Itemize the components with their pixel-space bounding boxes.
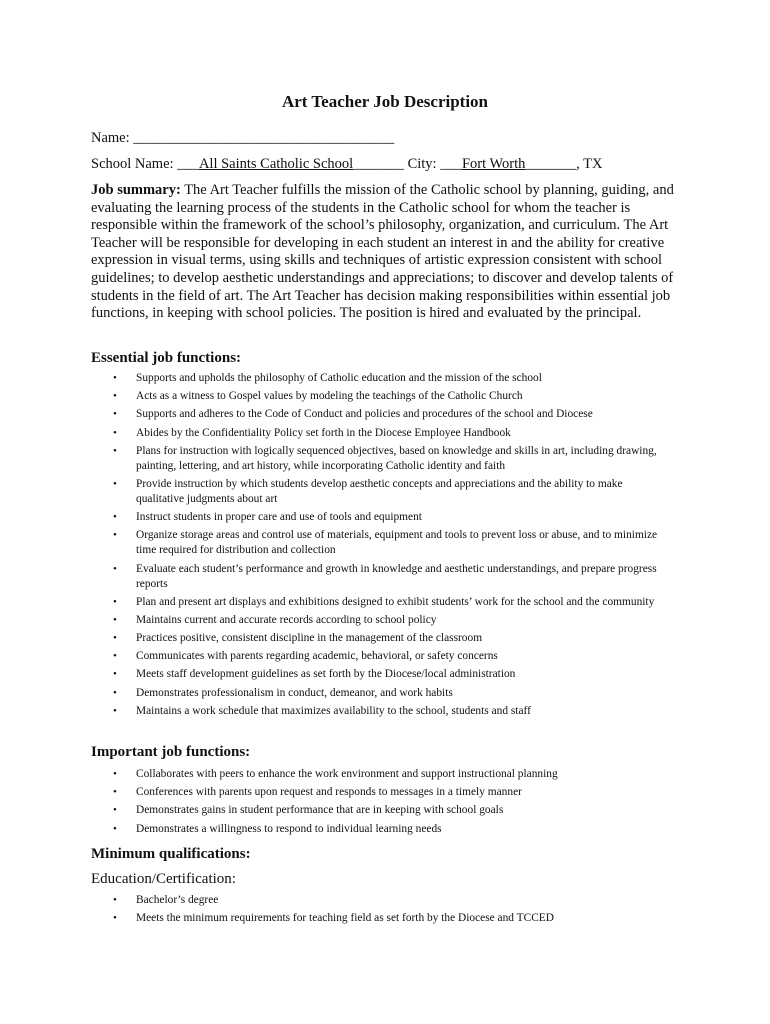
school-label: School Name: <box>91 156 174 172</box>
summary-text: The Art Teacher fulfills the mission of the Catholic school by planning, guiding, and evaluating the learning process of the students in the Catholic school for whom the teacher is responsible within the framework of the school’s philosophy, organization, and curriculum. The Art Teacher will be responsible for developing in each student an interest in and the ability for creative expression in visual terms, using skills and techniques of artistic expression consistent with school guidelines; to develop aesthetic understandings and appreciations; to discover and develop talents of students in the field of art. The Art Teacher has decision making responsibilities within essential job functions, in keeping with school policies. The position is hired and evaluated by the principal. <box>91 182 674 322</box>
list-item: • Collaborates with peers to enhance the work environment and support instructional planning <box>91 767 671 782</box>
essential-list <box>91 371 671 722</box>
list-item: • Practices positive, consistent discipline in the management of the classroom <box>91 631 671 646</box>
list-item: • Plans for instruction with logically sequenced objectives, based on knowledge and skills in art, including drawing, painting, lettering, and art history, while incorporating Catholic identity and faith <box>91 444 671 474</box>
list-item: • Evaluate each student’s performance and growth in knowledge and aesthetic understandings, and prepare progress reports <box>91 562 671 592</box>
list-item: • Supports and upholds the philosophy of Catholic education and the mission of the school <box>91 371 671 386</box>
job-summary <box>91 182 686 323</box>
list-item: • Maintains current and accurate records according to school policy <box>91 613 671 628</box>
list-item: • Plan and present art displays and exhibitions designed to exhibit students’ work for the school and the community <box>91 595 671 610</box>
list-item: • Bachelor’s degree <box>91 893 671 908</box>
qualifications-list <box>91 893 671 929</box>
list-item: • Meets the minimum requirements for teaching field as set forth by the Diocese and TCCED <box>91 911 671 926</box>
important-list <box>91 767 671 840</box>
list-item: • Demonstrates professionalism in conduct, demeanor, and work habits <box>91 686 671 701</box>
name-blank: ____________________________________ <box>133 130 395 146</box>
list-item: • Meets staff development guidelines as set forth by the Diocese/local administration <box>91 667 671 682</box>
city-pad-right: _______ <box>525 156 577 172</box>
qualifications-heading: Minimum qualifications: <box>91 846 251 862</box>
list-item: • Demonstrates gains in student performance that are in keeping with school goals <box>91 803 671 818</box>
city-label: City: <box>407 156 437 172</box>
important-heading: Important job functions: <box>91 744 251 760</box>
qualifications-subheading: Education/Certification: <box>91 871 236 887</box>
list-item: • Maintains a work schedule that maximizes availability to the school, students and staff <box>91 704 671 719</box>
list-item: • Supports and adheres to the Code of Conduct and policies and procedures of the school and Diocese <box>91 407 671 422</box>
list-item: • Demonstrates a willingness to respond to individual learning needs <box>91 822 671 837</box>
school-pad-right: _______ <box>353 156 404 172</box>
list-item: • Communicates with parents regarding academic, behavioral, or safety concerns <box>91 649 671 664</box>
list-item: • Instruct students in proper care and use of tools and equipment <box>91 510 671 525</box>
state-value: , TX <box>576 156 603 172</box>
list-item: • Acts as a witness to Gospel values by modeling the teachings of the Catholic Church <box>91 389 671 404</box>
city-value: Fort Worth <box>461 156 526 172</box>
essential-heading: Essential job functions: <box>91 350 242 366</box>
summary-label: Job summary: <box>91 182 181 198</box>
list-item: • Abides by the Confidentiality Policy set forth in the Diocese Employee Handbook <box>91 426 671 441</box>
name-label: Name: <box>91 130 130 146</box>
school-line <box>91 156 602 173</box>
list-item: • Provide instruction by which students develop aesthetic concepts and appreciations and the ability to make qualitative judgments about art <box>91 477 671 507</box>
name-line <box>91 130 394 147</box>
city-pad-left: ___ <box>440 156 462 172</box>
school-value: All Saints Catholic School <box>198 156 354 172</box>
list-item: • Conferences with parents upon request and responds to messages in a timely manner <box>91 785 671 800</box>
page-title: Art Teacher Job Description <box>281 92 489 111</box>
school-pad-left: ___ <box>177 156 199 172</box>
list-item: • Organize storage areas and control use of materials, equipment and tools to prevent loss or abuse, and to minimize time required for distribution and collection <box>91 528 671 558</box>
